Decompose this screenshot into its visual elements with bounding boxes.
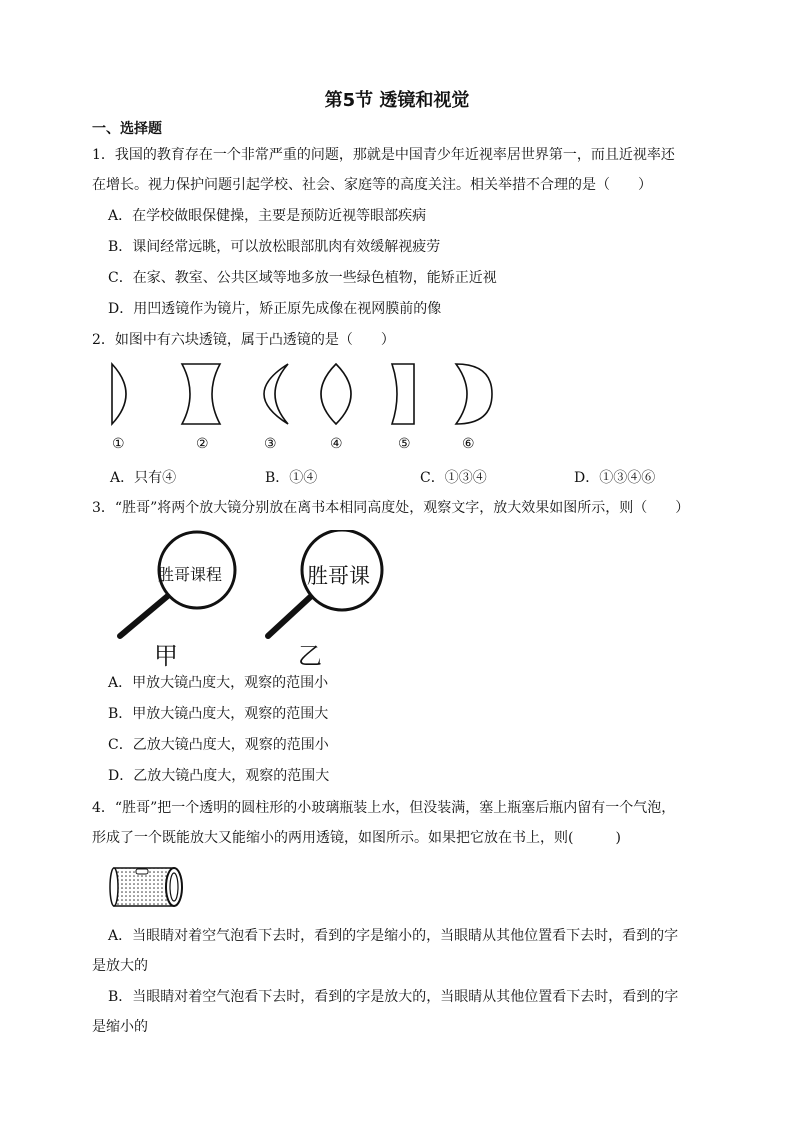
magnifier-a-label: 甲 bbox=[154, 642, 178, 670]
q1-option-d: D．用凹透镜作为镜片，矫正原先成像在视网膜前的像 bbox=[108, 301, 442, 317]
q2-option-c: C．①③④ bbox=[420, 470, 487, 486]
lens-label-2: ② bbox=[196, 436, 209, 452]
lens-label-3: ③ bbox=[264, 436, 277, 452]
lens-label-6: ⑥ bbox=[462, 436, 475, 452]
q4-option-a-line1: A．当眼睛对着空气泡看下去时，看到的字是缩小的，当眼睛从其他位置看下去时，看到的字 bbox=[108, 928, 679, 944]
magnifier-b-text: 胜哥课 bbox=[307, 564, 370, 588]
section-heading: 一、选择题 bbox=[92, 121, 162, 137]
q3-stem: 3．“胜哥”将两个放大镜分别放在离书本相同高度处，观察文字，放大效果如图所示，则（ ） bbox=[92, 500, 690, 516]
q3-option-a: A．甲放大镜凸度大，观察的范围小 bbox=[108, 675, 329, 691]
lens-label-1: ① bbox=[112, 436, 125, 452]
magnifier-a-text: 胜哥课程 bbox=[158, 565, 223, 584]
q2-stem: 2．如图中有六块透镜，属于凸透镜的是（ ） bbox=[92, 332, 395, 348]
q4-option-b-line1: B．当眼睛对着空气泡看下去时，看到的字是放大的，当眼睛从其他位置看下去时，看到的字 bbox=[108, 989, 679, 1005]
page-title: 第5节 透镜和视觉 bbox=[324, 90, 470, 111]
bottle-figure bbox=[108, 862, 188, 912]
lens-plano-concave-5 bbox=[392, 364, 414, 424]
q1-option-c: C．在家、教室、公共区域等地多放一些绿色植物，能矫正近视 bbox=[108, 270, 497, 286]
q1-option-a: A．在学校做眼保健操，主要是预防近视等眼部疾病 bbox=[108, 208, 427, 224]
lens-plano-convex-1 bbox=[112, 364, 126, 424]
q3-option-d: D．乙放大镜凸度大，观察的范围大 bbox=[108, 768, 330, 784]
q4-option-a-line2: 是放大的 bbox=[92, 958, 148, 974]
lens-label-4: ④ bbox=[330, 436, 343, 452]
lens-meniscus-3 bbox=[264, 364, 288, 424]
lens-biconvex-4 bbox=[321, 364, 351, 424]
q4-stem-line1: 4．“胜哥”把一个透明的圆柱形的小玻璃瓶装上水，但没装满，塞上瓶塞后瓶内留有一个气泡， bbox=[92, 800, 676, 816]
q4-option-b-line2: 是缩小的 bbox=[92, 1019, 148, 1035]
q4-stem-line2: 形成了一个既能放大又能缩小的两用透镜，如图所示。如果把它放在书上，则( ) bbox=[92, 830, 621, 846]
q2-option-d: D．①③④⑥ bbox=[574, 470, 656, 486]
lens-biconcave-2 bbox=[182, 364, 220, 424]
lens-meniscus-6 bbox=[456, 364, 492, 424]
q3-option-b: B．甲放大镜凸度大，观察的范围大 bbox=[108, 706, 329, 722]
lens-label-5: ⑤ bbox=[398, 436, 411, 452]
q3-option-c: C．乙放大镜凸度大，观察的范围小 bbox=[108, 737, 329, 753]
magnifier-b-label: 乙 bbox=[298, 642, 322, 670]
q2-option-b: B．①④ bbox=[265, 470, 318, 486]
q1-stem-line2: 在增长。视力保护问题引起学校、社会、家庭等的高度关注。相关举措不合理的是（ ） bbox=[92, 177, 652, 193]
q1-option-b: B．课间经常远眺，可以放松眼部肌肉有效缓解视疲劳 bbox=[108, 239, 441, 255]
lens-figure bbox=[100, 360, 520, 430]
q2-option-a: A．只有④ bbox=[110, 470, 177, 486]
q1-stem-line1: 1．我国的教育存在一个非常严重的问题，那就是中国青少年近视率居世界第一，而且近视率还 bbox=[92, 147, 675, 163]
